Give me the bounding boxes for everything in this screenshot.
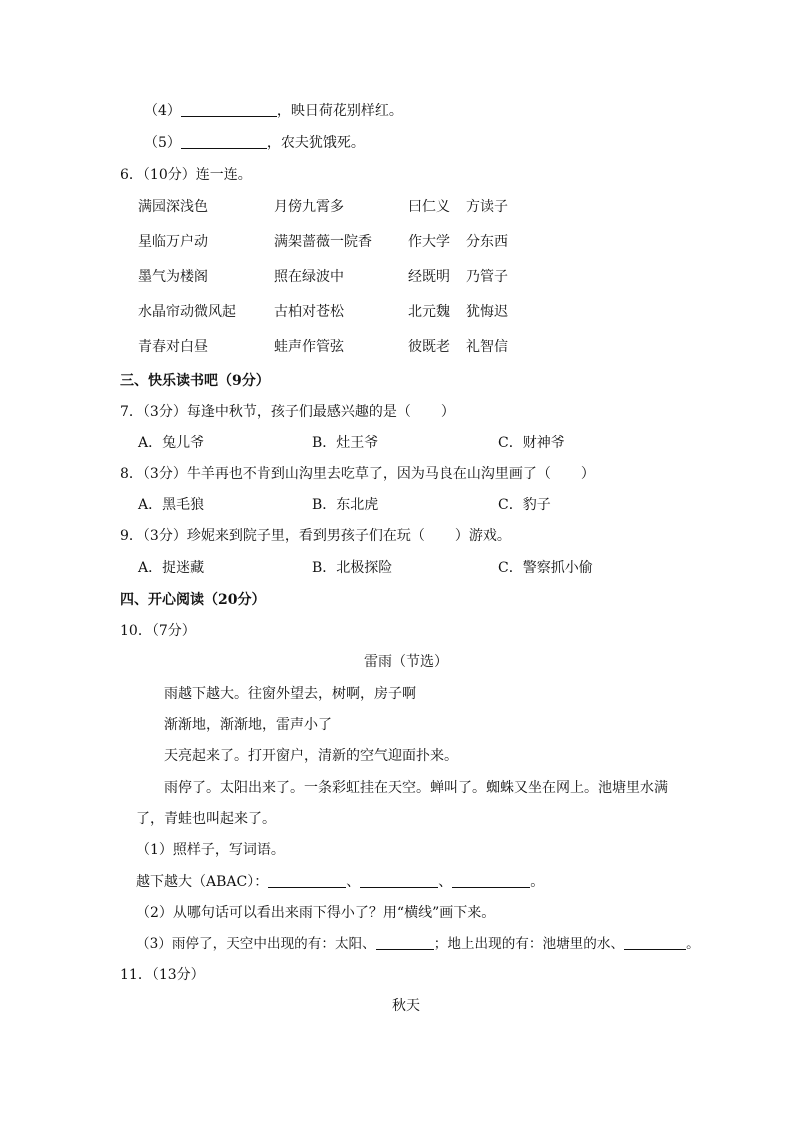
q10-sub1-lead: 越下越大（ABAC）： <box>136 874 269 890</box>
match-item[interactable]: 古柏对苍松 <box>274 304 344 320</box>
passage-line: 了，青蛙也叫起来了。 <box>136 811 276 827</box>
match-item[interactable]: 水晶帘动微风起 <box>138 304 236 320</box>
q6-title: 6．（10分）连一连。 <box>120 167 252 183</box>
q11-header: 11．（13分） <box>120 967 205 983</box>
q8-option-c[interactable]: C．豹子 <box>498 497 551 513</box>
q10-header: 10．（7分） <box>120 623 196 639</box>
match-item[interactable]: 经既明 <box>408 269 450 285</box>
q9-option-b[interactable]: B．北极探险 <box>312 560 393 576</box>
q9-option-a[interactable]: A．捉迷藏 <box>138 560 205 576</box>
passage-line: 渐渐地，渐渐地，雷声小了 <box>164 717 332 733</box>
q7-stem-text: 7．（3分）每逢中秋节，孩子们最感兴趣的是（ <box>120 404 411 420</box>
separator: 、 <box>346 874 361 890</box>
q10-sub1-answer <box>136 872 544 892</box>
match-item[interactable]: 礼智信 <box>466 339 508 355</box>
q5-item-4 <box>144 101 403 121</box>
q8-stem-text: 8．（3分）牛羊再也不肯到山沟里去吃草了，因为马良在山沟里画了（ <box>120 466 551 482</box>
q7-option-b[interactable]: B．灶王爷 <box>312 435 379 451</box>
end-mark: 。 <box>530 874 545 890</box>
match-item[interactable]: 曰仁义 <box>408 199 450 215</box>
match-item[interactable]: 彼既老 <box>408 339 450 355</box>
match-item[interactable]: 乃管子 <box>466 269 508 285</box>
match-item[interactable]: 满园深浅色 <box>138 199 208 215</box>
q7-stem <box>120 402 455 422</box>
q10-sub1: （1）照样子，写词语。 <box>136 842 285 858</box>
q10-sub3-text-a: （3）雨停了，天空中出现的有：太阳、 <box>136 936 376 952</box>
match-item[interactable]: 分东西 <box>466 234 508 250</box>
passage-line: 天亮起来了。打开窗户，清新的空气迎面扑来。 <box>164 748 458 764</box>
match-item[interactable]: 作大学 <box>408 234 450 250</box>
answer-blank[interactable] <box>268 873 346 888</box>
answer-blank[interactable] <box>376 935 434 950</box>
match-item[interactable]: 北元魏 <box>408 304 450 320</box>
q11-passage-title: 秋天 <box>392 998 420 1014</box>
q8-stem <box>120 464 595 484</box>
q8-stem-close: ） <box>580 466 595 482</box>
q9-stem-close: ）游戏。 <box>454 528 511 544</box>
match-item[interactable]: 满架蔷薇一院香 <box>274 234 372 250</box>
q8-option-b[interactable]: B．东北虎 <box>312 497 379 513</box>
q5-item-4-number: （4） <box>144 103 181 119</box>
answer-blank[interactable] <box>360 873 438 888</box>
q9-stem <box>120 526 511 546</box>
q10-sub3 <box>136 934 700 954</box>
match-item[interactable]: 照在绿波中 <box>274 269 344 285</box>
passage-line: 雨越下越大。往窗外望去，树啊，房子啊 <box>164 686 416 702</box>
q10-sub3-text-c: 。 <box>686 936 700 952</box>
answer-blank[interactable] <box>181 134 267 149</box>
passage-line: 雨停了。太阳出来了。一条彩虹挂在天空。蝉叫了。蜘蛛又坐在网上。池塘里水满 <box>164 780 668 796</box>
q7-stem-close: ） <box>440 404 455 420</box>
q7-option-a[interactable]: A．兔儿爷 <box>138 435 205 451</box>
q10-sub2: （2）从哪句话可以看出来雨下得小了？用“横线”画下来。 <box>136 905 496 921</box>
match-item[interactable]: 青春对白昼 <box>138 339 208 355</box>
answer-blank[interactable] <box>181 102 277 117</box>
separator: 、 <box>438 874 453 890</box>
q5-item-4-text: ，映日荷花别样红。 <box>276 103 403 119</box>
match-item[interactable]: 方读子 <box>466 199 508 215</box>
answer-blank[interactable] <box>452 873 530 888</box>
section-4-heading: 四、开心阅读（20分） <box>120 592 266 608</box>
q9-stem-text: 9．（3分）珍妮来到院子里，看到男孩子们在玩（ <box>120 528 425 544</box>
match-item[interactable]: 月傍九霄多 <box>274 199 344 215</box>
q5-item-5 <box>144 133 365 153</box>
q7-option-c[interactable]: C．财神爷 <box>498 435 565 451</box>
match-item[interactable]: 犹悔迟 <box>466 304 508 320</box>
q10-passage-title: 雷雨（节选） <box>364 654 448 670</box>
answer-blank[interactable] <box>624 935 686 950</box>
q8-option-a[interactable]: A．黑毛狼 <box>138 497 205 513</box>
q9-option-c[interactable]: C．警察抓小偷 <box>498 560 593 576</box>
q5-item-5-text: ，农夫犹饿死。 <box>266 135 365 151</box>
q5-item-5-number: （5） <box>144 135 181 151</box>
section-3-heading: 三、快乐读书吧（9分） <box>120 373 270 389</box>
match-item[interactable]: 星临万户动 <box>138 234 208 250</box>
match-item[interactable]: 墨气为楼阁 <box>138 269 208 285</box>
q10-sub3-text-b: ；地上出现的有：池塘里的水、 <box>433 936 625 952</box>
match-item[interactable]: 蛙声作管弦 <box>274 339 344 355</box>
